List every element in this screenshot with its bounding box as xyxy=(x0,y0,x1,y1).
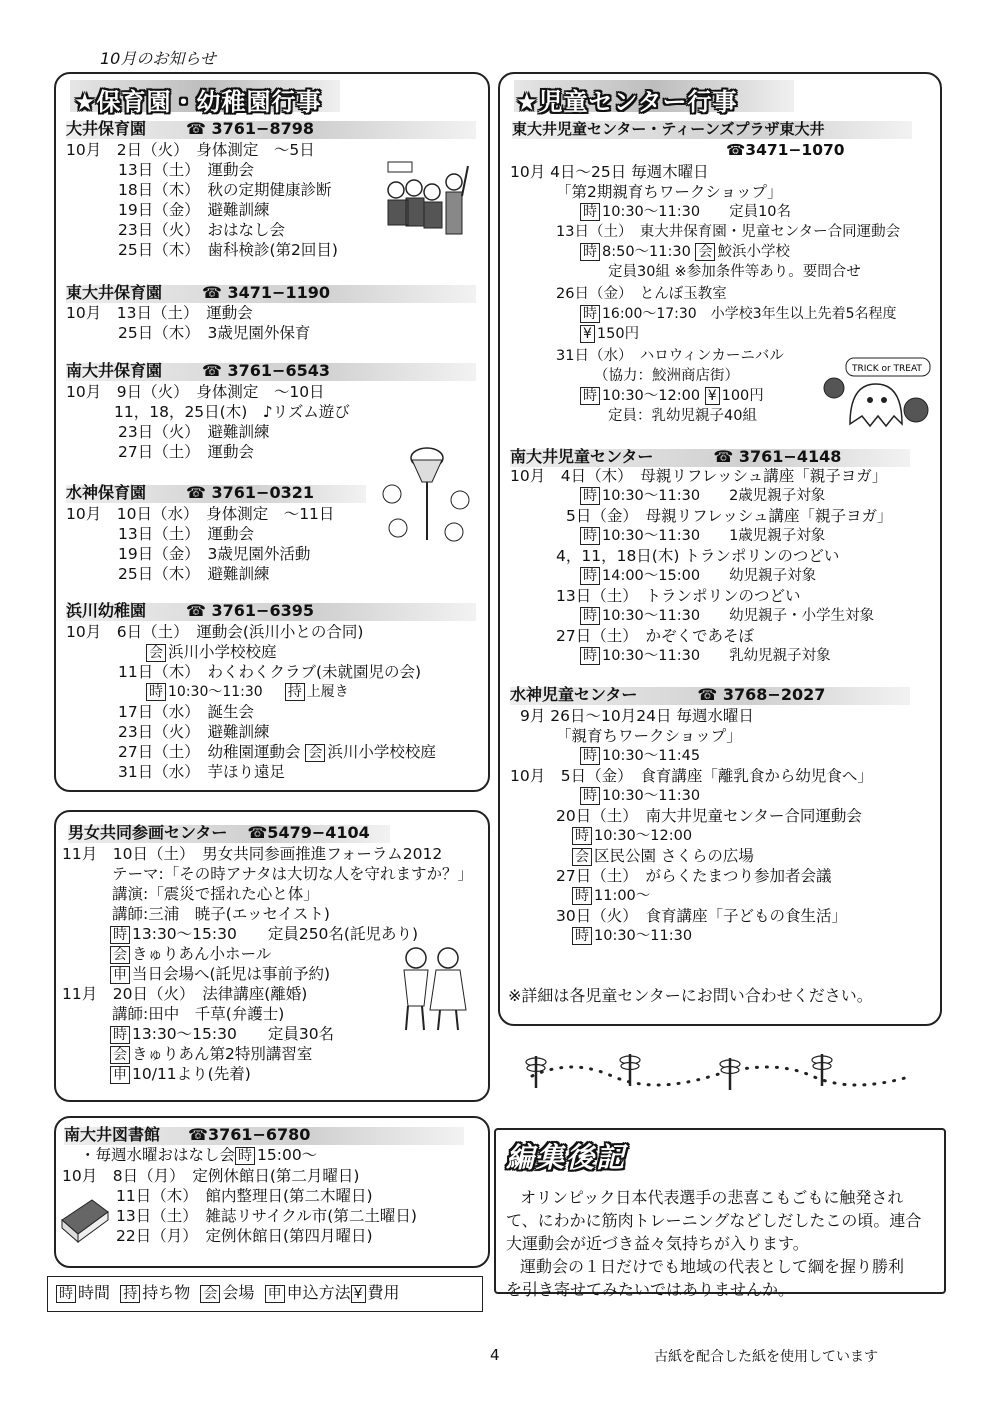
phone-number: ☎3761−6780 xyxy=(188,1125,311,1144)
event-line: 13日（土） 東大井保育園・児童センター合同運動会 xyxy=(556,224,901,240)
time-mark: 時 xyxy=(110,1026,130,1044)
apply-mark: 申 xyxy=(110,1066,130,1084)
time-mark: 時 xyxy=(580,647,600,665)
event-detail-line: 申 10/11より(先着) xyxy=(110,1064,251,1084)
event-line: 11，18，25日(木) ♪リズム遊び xyxy=(114,403,350,421)
event-line: 10月 9日（火） 身体測定 ～10日 xyxy=(66,383,325,401)
children-illustration xyxy=(382,160,472,240)
time-mark: 時 xyxy=(580,747,600,765)
apply-mark: 申 xyxy=(110,966,130,984)
time-mark: 時 xyxy=(580,203,600,221)
event-detail-line: 時 10:30～11:30 1歳児親子対象 xyxy=(580,526,825,546)
event-detail-line: 時 16:00～17:30 小学校3年生以上先着5名程度 xyxy=(580,304,897,324)
event-line: 5日（金） 母親リフレッシュ講座「親子ヨガ」 xyxy=(566,507,893,525)
event-line: 講師:田中 千草(弁護士) xyxy=(112,1005,285,1023)
event-line: 25日（木） 避難訓練 xyxy=(118,565,270,583)
phone-number: ☎ 3761−4148 xyxy=(713,447,842,466)
recycled-paper-note: 古紙を配合した紙を使用しています xyxy=(654,1349,878,1365)
time-mark: 時 xyxy=(580,487,600,505)
editors-note-line: を引き寄せてみたいではありませんか。 xyxy=(506,1280,795,1299)
event-line: 31日（水） 芋ほり遠足 xyxy=(118,763,285,781)
event-line: 講演:「震災で揺れた心と体」 xyxy=(112,885,319,903)
time-mark: 時 xyxy=(572,927,592,945)
time-mark: 時 xyxy=(580,787,600,805)
event-detail-line: ¥ 150円 xyxy=(580,324,639,344)
event-line: 13日（土） トランポリンのつどい xyxy=(556,587,801,605)
venue-mark: 会 xyxy=(572,848,592,866)
event-line: 9月 26日～10月24日 毎週水曜日 xyxy=(520,707,754,725)
event-line: テーマ:「その時アナタは大切な人を守れますか？」 xyxy=(112,865,473,883)
event-detail-line: 会 きゅりあん第2特別講習室 xyxy=(110,1044,312,1064)
event-detail-line: 時 14:00～15:00 幼児親子対象 xyxy=(580,566,816,586)
event-line: 10月 2日（火） 身体測定 ～5日 xyxy=(66,141,315,159)
event-detail-line: 会 区民公園 さくらの広場 xyxy=(572,846,754,866)
event-detail-line: 時 11:00～ xyxy=(572,886,650,906)
phone-number: ☎3471−1070 xyxy=(726,141,845,159)
event-line: 11日（木） わくわくクラブ(未就園児の会) xyxy=(118,663,422,681)
event-detail-line: 時 10:30～11:30 定員10名 xyxy=(580,202,791,222)
center-events-title: ★児童センター行事 xyxy=(516,88,738,116)
venue-mark: 会 xyxy=(110,1046,130,1064)
event-line: 23日（火） おはなし会 xyxy=(118,221,285,239)
venue-mark: 会 xyxy=(200,1285,220,1303)
time-mark: 時 xyxy=(580,527,600,545)
nursery-name: 大井保育園 xyxy=(66,119,147,138)
event-line: 4，11，18日(木) トランポリンのつどい xyxy=(556,547,840,565)
event-detail-line: 時 10:30～11:30 持 上履き xyxy=(146,682,349,702)
event-line: （協力：鮫洲商店街） xyxy=(594,368,739,384)
event-line: 27日（土） がらくたまつり参加者会議 xyxy=(556,867,832,885)
time-mark: 時 xyxy=(580,607,600,625)
halloween-ghost-illustration xyxy=(820,354,936,434)
book-icon xyxy=(56,1190,112,1246)
phone-number: ☎ 3761−8798 xyxy=(186,119,314,138)
event-line: 13日（土） 運動会 xyxy=(118,161,254,179)
event-detail-line: 時 10:30～11:30 乳幼児親子対象 xyxy=(580,646,831,666)
event-line: 10月 4日（木） 母親リフレッシュ講座「親子ヨガ」 xyxy=(510,467,888,485)
time-mark: 時 xyxy=(580,243,600,261)
event-detail-line: 時 10:30～11:30 xyxy=(572,926,692,946)
belongings-mark: 持 xyxy=(120,1285,140,1303)
venue-mark: 会 xyxy=(305,744,325,762)
event-line: 20日（土） 南大井児童センター合同運動会 xyxy=(556,807,862,825)
editors-note-line: 運動会の１日だけでも地域の代表として綱を握り勝利 xyxy=(520,1257,905,1276)
event-detail-line: 申 当日会場へ(託児は事前予約) xyxy=(110,964,330,984)
center-header-higashioi xyxy=(512,118,824,140)
venue-mark: 会 xyxy=(110,946,130,964)
time-mark: 時 xyxy=(146,683,166,701)
nursery-header-oi xyxy=(66,118,314,140)
nursery-header-minamioi xyxy=(66,360,330,382)
phone-number: ☎ 3761−6543 xyxy=(202,361,330,380)
event-detail-line: 時 13:30～15:30 定員250名(託児あり) xyxy=(110,924,418,944)
event-detail-line: 時 10:30～11:45 xyxy=(580,746,700,766)
couple-illustration xyxy=(392,944,472,1034)
nursery-header-hamakawa xyxy=(66,600,314,622)
nursery-name: 南大井保育園 xyxy=(66,361,163,380)
event-line: 10月 5日（金） 食育講座「離乳食から幼児食へ」 xyxy=(510,767,873,785)
phone-number: ☎5479−4104 xyxy=(247,823,370,842)
nursery-header-higashioi xyxy=(66,282,330,304)
event-detail-line: 時 10:30～11:30 2歳児親子対象 xyxy=(580,486,825,506)
event-line: 30日（火） 食育講座「子どもの食生活」 xyxy=(556,907,847,925)
nursery-name: 東大井保育園 xyxy=(66,283,163,302)
event-line: 22日（月） 定例休館日(第四月曜日) xyxy=(116,1227,373,1245)
time-mark: 時 xyxy=(110,926,130,944)
event-detail-line: 時 13:30～15:30 定員30名 xyxy=(110,1024,334,1044)
event-line: 18日（木） 秋の定期健康診断 xyxy=(118,181,332,199)
center-header-minamioi xyxy=(510,446,841,468)
event-line: 「親育ちワークショップ」 xyxy=(556,727,742,745)
phone-number: ☎ 3471−1190 xyxy=(202,283,330,302)
page-number: 4 xyxy=(490,1346,500,1364)
center-name: 水神児童センター xyxy=(510,685,638,704)
library-header xyxy=(64,1124,310,1146)
venue-mark: 会 xyxy=(695,243,715,261)
time-mark: 時 xyxy=(580,567,600,585)
phone-number: ☎ 3768−2027 xyxy=(697,685,826,704)
event-line: 講師:三浦 暁子(エッセイスト) xyxy=(112,905,330,923)
editors-note-line: オリンピック日本代表選手の悲喜こもごもに触発され xyxy=(520,1188,904,1207)
event-line: 10月 4日～25日 毎週木曜日 xyxy=(510,163,709,181)
event-line: 31日（水） ハロウィンカーニバル xyxy=(556,348,784,364)
editors-note-line: 大運動会が近づき益々気持ちが入ります。 xyxy=(506,1234,809,1253)
event-line: 10月 6日（土） 運動会(浜川小との合同) xyxy=(66,623,364,641)
belongings-mark: 持 xyxy=(285,683,305,701)
dragonfly-border-decoration xyxy=(512,1050,922,1096)
event-line: 23日（火） 避難訓練 xyxy=(118,423,270,441)
phone-number: ☎ 3761−0321 xyxy=(186,483,314,502)
venue-mark: 会 xyxy=(146,644,166,662)
event-detail-line: 会 浜川小学校校庭 xyxy=(146,642,277,662)
event-line: 10月 8日（月） 定例休館日(第二月曜日) xyxy=(62,1167,360,1185)
event-line: 定員30組 ※参加条件等あり。要問合せ xyxy=(608,264,861,280)
time-mark: 時 xyxy=(572,887,592,905)
page-header-note: 10月のお知らせ xyxy=(100,49,216,68)
ball-toss-illustration xyxy=(372,436,482,556)
event-line: 10月 13日（土） 運動会 xyxy=(66,304,253,322)
legend: 時 時間 持 持ち物 会 会場 申 申込方法 ¥ 費用 xyxy=(56,1283,400,1303)
event-line: 11日（木） 館内整理日(第二木曜日) xyxy=(116,1187,373,1205)
event-line: 定員：乳幼児親子40組 xyxy=(608,408,757,424)
nursery-events-title: ★保育園・幼稚園行事 xyxy=(74,88,322,116)
event-line: 25日（木） 3歳児園外保育 xyxy=(118,324,311,342)
event-line: 25日（木） 歯科検診(第2回目) xyxy=(118,241,338,259)
event-line: 27日（土） かぞくであそぼ xyxy=(556,627,754,645)
event-line: 「第2期親育ちワークショップ」 xyxy=(556,183,783,201)
center-name: 東大井児童センター・ティーンズプラザ東大井 xyxy=(512,120,825,138)
fee-mark: ¥ xyxy=(580,325,595,343)
halloween-sign-text: TRICK or TREAT xyxy=(852,364,922,374)
center-header-suijin xyxy=(510,684,825,706)
event-line: 23日（火） 避難訓練 xyxy=(118,723,270,741)
apply-mark: 申 xyxy=(265,1285,285,1303)
event-line: 27日（土） 幼稚園運動会 会 浜川小学校校庭 xyxy=(118,743,436,761)
time-mark: 時 xyxy=(580,305,600,323)
event-line: 11月 20日（火） 法律講座(離婚) xyxy=(62,985,308,1003)
event-line: 11月 10日（土） 男女共同参画推進フォーラム2012 xyxy=(62,845,443,863)
event-detail-line: 時 10:30～12:00 ¥ 100円 xyxy=(580,386,764,406)
fee-mark: ¥ xyxy=(351,1285,366,1303)
fee-mark: ¥ xyxy=(705,387,720,405)
event-line: ・毎週水曜おはなし会 時 15:00～ xyxy=(80,1146,318,1164)
event-line: 13日（土） 運動会 xyxy=(118,525,254,543)
time-mark: 時 xyxy=(572,827,592,845)
event-line: 17日（水） 誕生会 xyxy=(118,703,254,721)
event-line: 19日（金） 3歳児園外活動 xyxy=(118,545,311,563)
danjo-header xyxy=(68,822,370,844)
event-line: 13日（土） 雑誌リサイクル市(第二土曜日) xyxy=(116,1207,417,1225)
event-detail-line: 時 10:30～11:30 xyxy=(580,786,700,806)
footnote: ※詳細は各児童センターにお問い合わせください。 xyxy=(508,986,873,1005)
time-mark: 時 xyxy=(56,1285,76,1303)
event-line: 10月 10日（水） 身体測定 ～11日 xyxy=(66,505,335,523)
nursery-name: 水神保育園 xyxy=(66,483,147,502)
event-detail-line: 会 きゅりあん小ホール xyxy=(110,944,271,964)
editors-note-title: 編集後記 xyxy=(506,1141,627,1174)
library-name: 南大井図書館 xyxy=(64,1125,161,1144)
center-name: 男女共同参画センター xyxy=(68,823,228,842)
center-name: 南大井児童センター xyxy=(510,447,654,466)
editors-note-line: て、にわかに筋肉トレーニングなどしだしたこの頃。連合 xyxy=(506,1211,922,1230)
phone-number: ☎ 3761−6395 xyxy=(186,601,314,620)
nursery-name: 浜川幼稚園 xyxy=(66,601,147,620)
event-line: 19日（金） 避難訓練 xyxy=(118,201,270,219)
nursery-header-suijin xyxy=(66,482,314,504)
time-mark: 時 xyxy=(235,1147,255,1165)
event-line: 26日（金） とんぼ玉教室 xyxy=(556,286,727,302)
event-line: 27日（土） 運動会 xyxy=(118,443,254,461)
event-detail-line: 時 10:30～11:30 幼児親子・小学生対象 xyxy=(580,606,874,626)
time-mark: 時 xyxy=(580,387,600,405)
event-detail-line: 時 10:30～12:00 xyxy=(572,826,692,846)
event-detail-line: 時 8:50～11:30 会 鮫浜小学校 xyxy=(580,242,790,262)
